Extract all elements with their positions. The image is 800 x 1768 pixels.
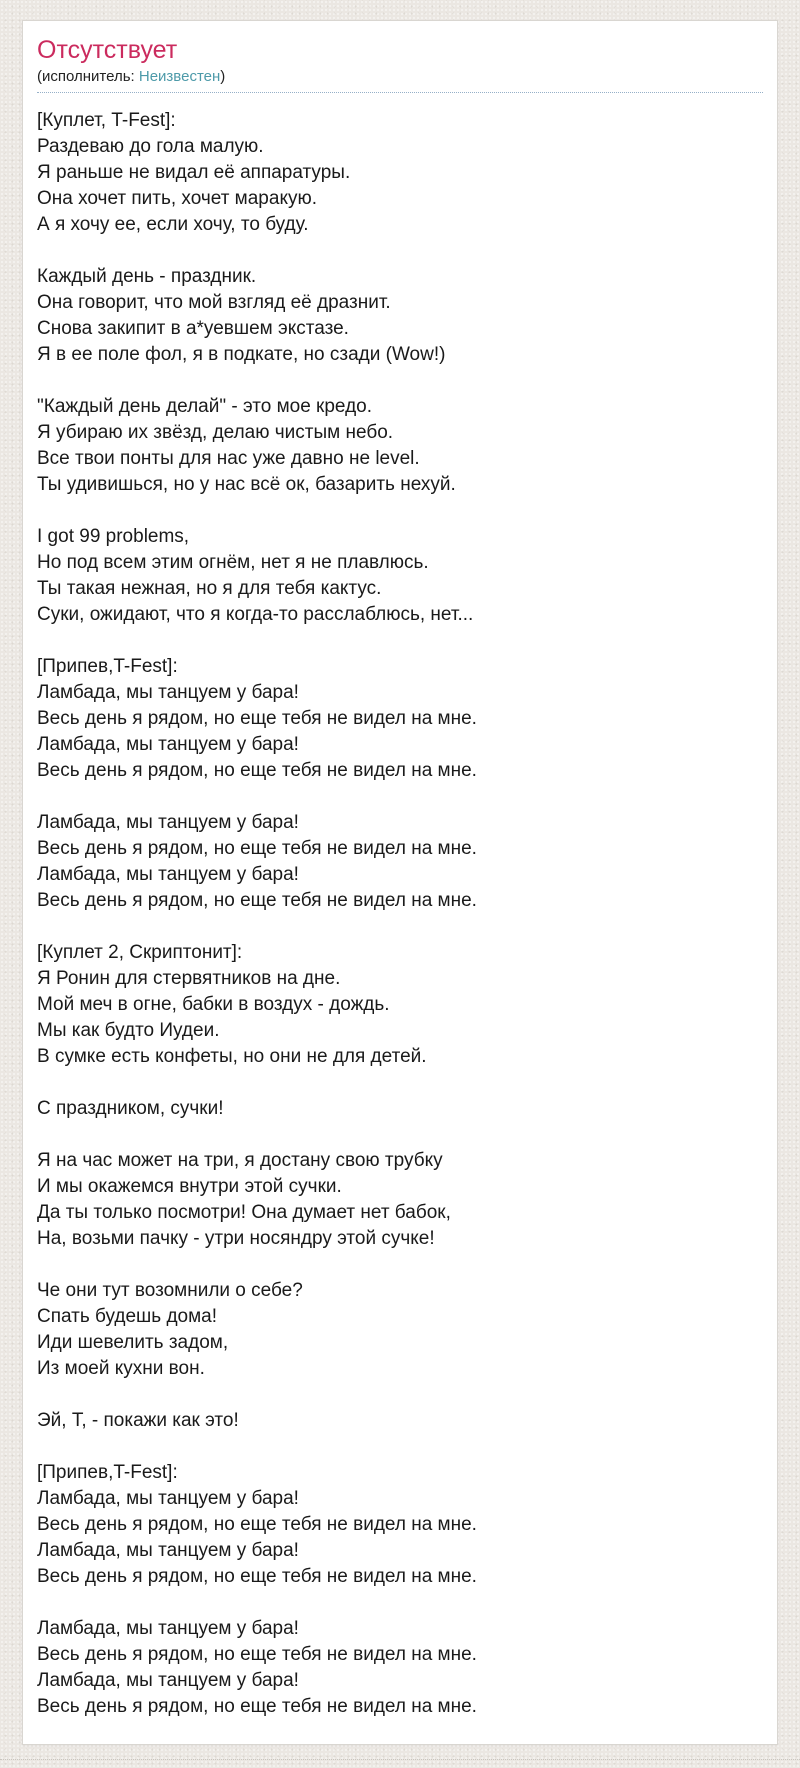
stanza (37, 524, 763, 628)
lyric-line: Весь день я рядом, но еще тебя не видел на мне. (37, 1514, 477, 1535)
footer-separator (0, 1759, 800, 1760)
lyric-line: Но под всем этим огнём, нет я не плавлюсь. (37, 552, 429, 573)
lyric-line: Ламбада, мы танцуем у бара! (37, 682, 299, 703)
stanza (37, 394, 763, 498)
lyric-line: На, возьми пачку - утри носяндру этой сучке! (37, 1228, 435, 1249)
lyric-line: Эй, Т, - покажи как это! (37, 1410, 239, 1431)
lyric-line: Иди шевелить задом, (37, 1332, 229, 1353)
lyric-line: Ты такая нежная, но я для тебя кактус. (37, 578, 382, 599)
lyric-line: Весь день я рядом, но еще тебя не видел на мне. (37, 1644, 477, 1665)
lyric-line: Ты удивишься, но у нас всё ок, базарить нехуй. (37, 474, 456, 495)
artist-label: (исполнитель: (37, 68, 139, 85)
song-title: Отсутствует (37, 36, 178, 64)
stanza (37, 108, 763, 238)
lyric-line: Суки, ожидают, что я когда-то расслаблюсь, нет... (37, 604, 474, 625)
lyric-line: Я раньше не видал её аппаратуры. (37, 162, 351, 183)
lyric-line: [Куплет 2, Скриптонит]: (37, 942, 243, 963)
lyric-line: Весь день я рядом, но еще тебя не видел на мне. (37, 1696, 477, 1717)
lyric-line: Весь день я рядом, но еще тебя не видел на мне. (37, 760, 477, 781)
lyric-line: Ламбада, мы танцуем у бара! (37, 864, 299, 885)
lyric-line: Че они тут возомнили о себе? (37, 1280, 303, 1301)
lyric-line: Весь день я рядом, но еще тебя не видел на мне. (37, 1566, 477, 1587)
lyric-line: Ламбада, мы танцуем у бара! (37, 1618, 299, 1639)
lyric-line: Из моей кухни вон. (37, 1358, 205, 1379)
lyric-line: Спать будешь дома! (37, 1306, 218, 1327)
artist-link[interactable]: Неизвестен (138, 68, 221, 85)
lyric-line: Ламбада, мы танцуем у бара! (37, 734, 299, 755)
stanza (37, 940, 763, 1070)
lyrics-card (22, 20, 778, 1745)
stanza (37, 264, 763, 368)
lyric-line: Ламбада, мы танцуем у бара! (37, 812, 299, 833)
artist-line (37, 67, 763, 86)
lyric-line: Снова закипит в а*уевшем экстазе. (37, 318, 349, 339)
lyric-line: Я в ее поле фол, я в подкате, но сзади (Wow!) (37, 344, 446, 365)
artist-line-suffix: ) (220, 68, 226, 85)
lyric-line: Я убираю их звёзд, делаю чистым небо. (37, 422, 394, 443)
stanza (37, 810, 763, 914)
dotted-separator (37, 92, 763, 93)
stanza (37, 1096, 763, 1122)
lyric-line: В сумке есть конфеты, но они не для детей. (37, 1046, 427, 1067)
lyric-line: "Каждый день делай" - это мое кредо. (37, 396, 373, 417)
lyric-line: Да ты только посмотри! Она думает нет бабок, (37, 1202, 451, 1223)
lyric-line: Я Ронин для стервятников на дне. (37, 968, 341, 989)
lyric-line: [Куплет, T-Fest]: (37, 110, 176, 131)
lyric-line: Весь день я рядом, но еще тебя не видел на мне. (37, 890, 477, 911)
stanza (37, 1278, 763, 1382)
lyric-line: Все твои понты для нас уже давно не level. (37, 448, 420, 469)
lyric-line: [Припев,T-Fest]: (37, 656, 178, 677)
stanza (37, 654, 763, 784)
lyric-line: Мой меч в огне, бабки в воздух - дождь. (37, 994, 390, 1015)
stanza (37, 1408, 763, 1434)
lyric-line: А я хочу ее, если хочу, то буду. (37, 214, 309, 235)
lyric-line: Весь день я рядом, но еще тебя не видел на мне. (37, 838, 477, 859)
stanza (37, 1616, 763, 1720)
lyric-line: Она хочет пить, хочет маракую. (37, 188, 317, 209)
stanza (37, 1460, 763, 1590)
lyric-line: Каждый день - праздник. (37, 266, 257, 287)
lyric-line: I got 99 problems, (37, 526, 190, 547)
lyrics-text (37, 108, 763, 1720)
lyric-line: [Припев,T-Fest]: (37, 1462, 178, 1483)
lyric-line: Ламбада, мы танцуем у бара! (37, 1488, 299, 1509)
lyric-line: Ламбада, мы танцуем у бара! (37, 1670, 299, 1691)
lyric-line: И мы окажемся внутри этой сучки. (37, 1176, 342, 1197)
stanza (37, 1148, 763, 1252)
lyric-line: Мы как будто Иудеи. (37, 1020, 220, 1041)
lyric-line: Я на час может на три, я достану свою трубку (37, 1150, 443, 1171)
lyric-line: Она говорит, что мой взгляд её дразнит. (37, 292, 391, 313)
lyric-line: С праздником, сучки! (37, 1098, 224, 1119)
lyric-line: Раздеваю до гола малую. (37, 136, 264, 157)
lyric-line: Весь день я рядом, но еще тебя не видел на мне. (37, 708, 477, 729)
lyric-line: Ламбада, мы танцуем у бара! (37, 1540, 299, 1561)
